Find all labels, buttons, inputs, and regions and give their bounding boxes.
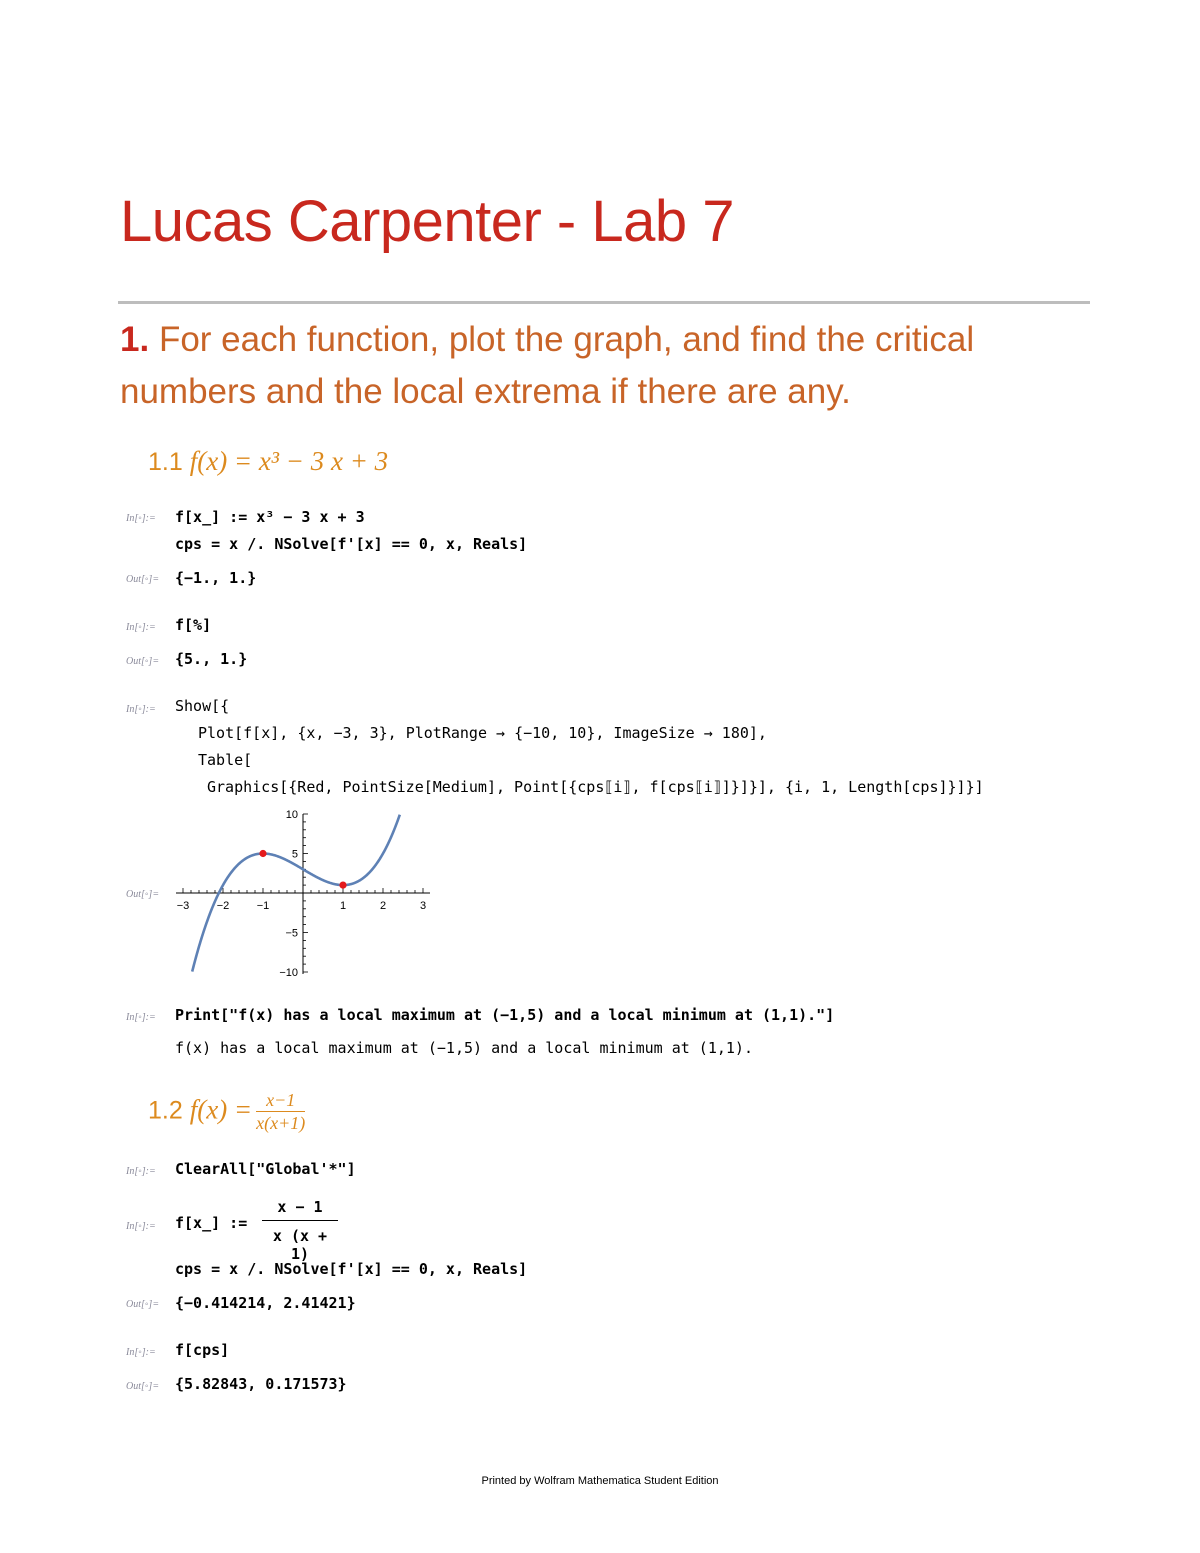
subsection-1-2-label: 1.2: [148, 1096, 183, 1125]
output-cell: {−0.414214, 2.41421}: [175, 1294, 356, 1312]
y-tick-label: 10: [285, 809, 298, 821]
input-cell-line[interactable]: Plot[f[x], {x, −3, 3}, PlotRange → {−10, 10}, ImageSize → 180],: [198, 724, 767, 742]
input-cell-line[interactable]: Print["f(x) has a local maximum at (−1,5) and a local minimum at (1,1)."]: [175, 1006, 835, 1024]
input-cell-line[interactable]: Show[{: [175, 697, 230, 715]
output-label: Out[◦]=: [126, 656, 160, 667]
input-cell-line[interactable]: f[cps]: [175, 1341, 230, 1359]
section-heading: [120, 314, 1080, 418]
output-cell: {−1., 1.}: [175, 569, 257, 587]
input-label: In[◦]:=: [126, 622, 156, 633]
function-plot: [170, 808, 440, 980]
y-tick-labels: [279, 809, 298, 979]
input-label: In[◦]:=: [126, 513, 156, 524]
x-tick-label: −3: [176, 900, 190, 912]
code-fraction-numerator: x − 1: [262, 1198, 338, 1221]
input-cell-line[interactable]: Graphics[{Red, PointSize[Medium], Point[{cps⟦i⟧, f[cps⟦i⟧]}]}], {i, 1, Length[cps]}]}]: [207, 778, 984, 796]
output-label: Out[◦]=: [126, 1381, 160, 1392]
input-label: In[◦]:=: [126, 1166, 156, 1177]
input-label: In[◦]:=: [126, 1221, 156, 1232]
page-title: Lucas Carpenter - Lab 7: [120, 189, 734, 254]
print-output: f(x) has a local maximum at (−1,5) and a local minimum at (1,1).: [175, 1039, 753, 1057]
critical-point: [339, 882, 346, 889]
subsection-1-2-fraction: [256, 1090, 305, 1134]
subsection-1-2: [148, 1090, 305, 1134]
title-divider: [118, 301, 1090, 304]
input-cell-line[interactable]: ClearAll["Global'*"]: [175, 1160, 356, 1178]
subsection-1-1-label: 1.1: [148, 448, 183, 476]
section-number: 1.: [120, 320, 150, 359]
input-label: In[◦]:=: [126, 1347, 156, 1358]
input-label: In[◦]:=: [126, 704, 156, 715]
input-cell-line[interactable]: f[x_] := x³ − 3 x + 3: [175, 508, 365, 526]
input-cell-line[interactable]: cps = x /. NSolve[f'[x] == 0, x, Reals]: [175, 1260, 528, 1278]
critical-point: [259, 850, 266, 857]
output-label: Out[◦]=: [126, 889, 160, 900]
y-tick-label: 5: [291, 848, 298, 861]
input-cell-line[interactable]: f[x_] :=: [175, 1214, 248, 1232]
x-tick-label: 1: [339, 900, 347, 912]
x-tick-label: 2: [379, 900, 387, 912]
print-footer: Printed by Wolfram Mathematica Student Edition: [481, 1475, 719, 1487]
input-label: In[◦]:=: [126, 1012, 156, 1023]
fraction-denominator: x(x+1): [256, 1113, 306, 1133]
input-cell-line[interactable]: cps = x /. NSolve[f'[x] == 0, x, Reals]: [175, 535, 528, 553]
subsection-1-1: [148, 446, 388, 477]
y-tick-label: −5: [285, 927, 298, 940]
y-tick-label: −10: [279, 967, 298, 979]
fraction-numerator: x−1: [256, 1090, 305, 1112]
input-cell-line[interactable]: Table[: [198, 751, 253, 769]
x-tick-label: −1: [256, 900, 270, 912]
code-fraction-denominator: x (x + 1): [272, 1227, 328, 1263]
output-cell: {5.82843, 0.171573}: [175, 1375, 347, 1393]
x-tick-label: −2: [216, 900, 230, 912]
subsection-1-2-lhs: f(x) =: [189, 1094, 253, 1125]
input-cell-line[interactable]: f[%]: [175, 616, 212, 634]
subsection-1-1-formula: f(x) = x³ − 3 x + 3: [189, 446, 389, 476]
output-label: Out[◦]=: [126, 574, 160, 585]
x-tick-label: 3: [419, 900, 427, 912]
output-cell: {5., 1.}: [175, 650, 248, 668]
section-text: For each function, plot the graph, and find the critical numbers and the local extrema if there are any.: [120, 320, 975, 411]
output-label: Out[◦]=: [126, 1299, 160, 1310]
code-fraction: [262, 1198, 338, 1263]
